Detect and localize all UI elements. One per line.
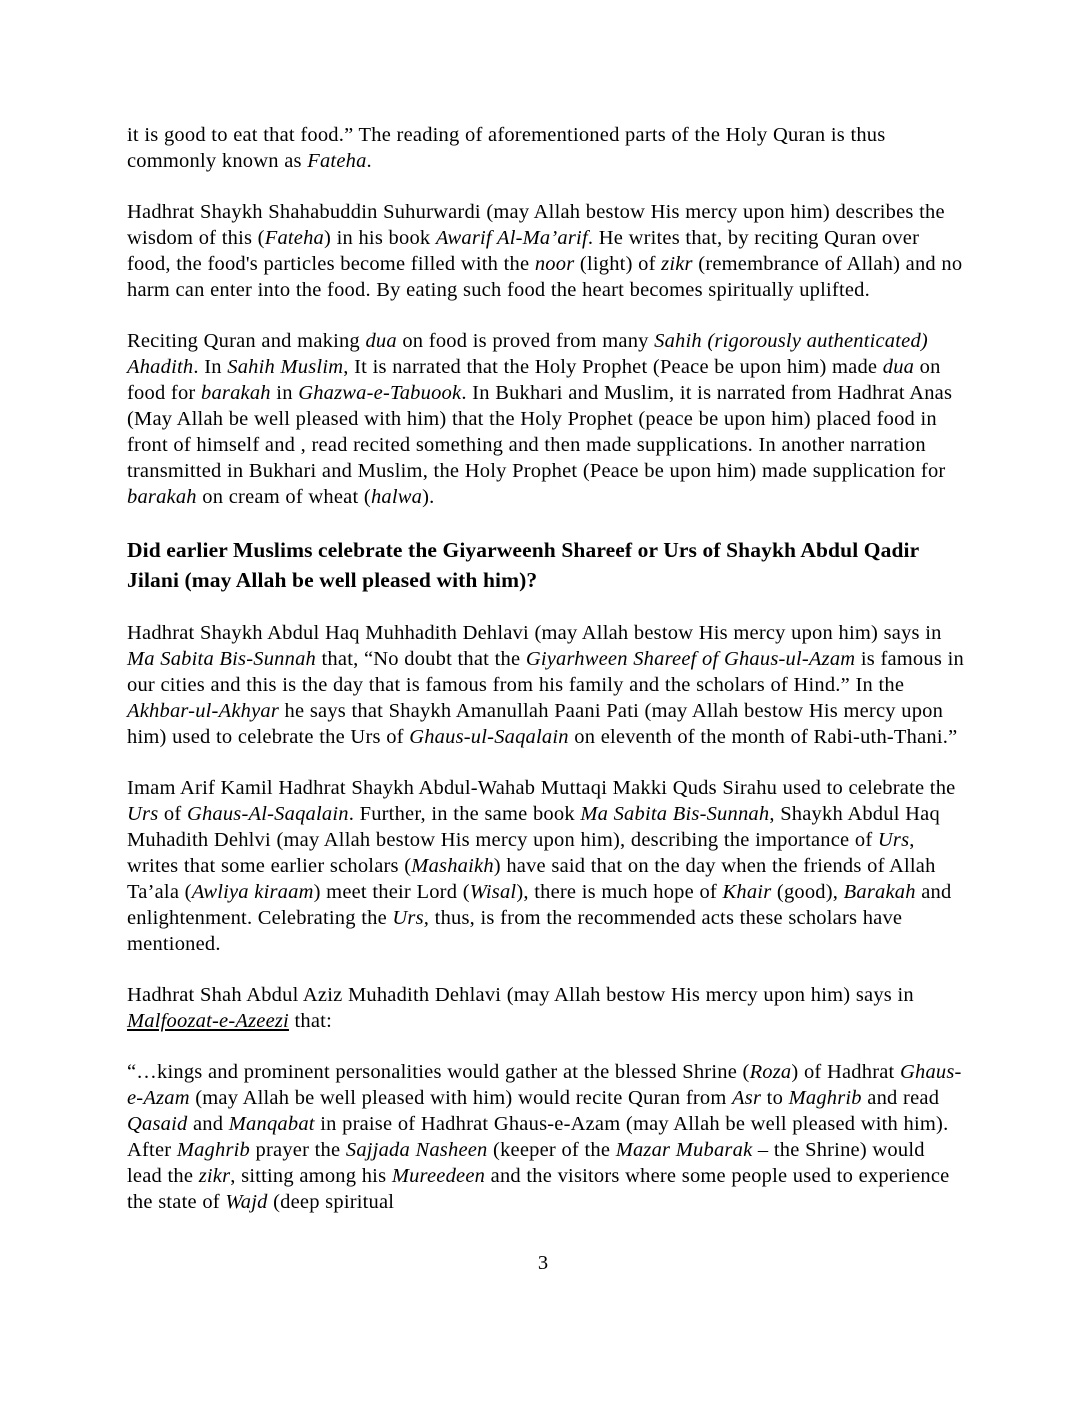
italic-term: Urs	[127, 803, 159, 825]
text-run: (light) of	[574, 253, 662, 275]
text-run: ), there is much hope of	[516, 881, 723, 903]
text-run: on eleventh of the month of Rabi-uth-Thani.”	[568, 726, 958, 748]
text-run: (keeper of the	[487, 1139, 616, 1161]
text-run: (good),	[771, 881, 844, 903]
page-number: 3	[537, 1252, 549, 1274]
text-run: of	[158, 803, 187, 825]
text-run: it is good to eat that food.” The reading of aforementioned parts of the Holy Quran is thus commonly known as	[127, 124, 886, 172]
italic-term: Ghazwa-e-Tabuook	[298, 382, 462, 404]
italic-term: noor	[534, 253, 575, 275]
text-run: thus, is from the recommended acts these scholars have mentioned.	[127, 907, 903, 955]
italic-term: zikr	[198, 1165, 231, 1187]
text-run: (remembrance of Allah) and no harm can enter into the food. By eating such food the heart becomes spiritually uplifted.	[127, 253, 963, 301]
italic-term: Mureedeen	[391, 1165, 486, 1187]
text-run: Hadhrat Shaykh Shahabuddin Suhurwardi (may Allah bestow His mercy upon him) describes the wisdom of this (	[127, 201, 945, 249]
italic-term: Mashaikh	[411, 855, 494, 877]
text-run: ) have said that on the day when the friends of Allah Ta’ala (	[127, 855, 936, 903]
italic-term: Sajjada Nasheen	[345, 1139, 488, 1161]
italic-term: Sahih (rigorously authenticated) Ahadith	[127, 330, 928, 378]
text-run: on cream of wheat (	[196, 486, 371, 508]
text-run: “…kings and prominent personalities would gather at the blessed Shrine (	[127, 1061, 750, 1083]
body-paragraph	[127, 122, 965, 174]
italic-term: barakah	[201, 382, 271, 404]
italic-term: dua	[365, 330, 397, 352]
italic-term: Ma Sabita Bis-Sunnah	[127, 648, 316, 670]
text-run: in praise of Hadhrat Ghaus-e-Azam (may Allah be well pleased with him). After	[127, 1113, 949, 1161]
italic-term: Fateha	[264, 227, 325, 249]
text-run: ).	[422, 486, 435, 508]
italic-term: Roza	[749, 1061, 792, 1083]
text-run: ) in his book	[324, 227, 436, 249]
text-run: to	[761, 1087, 789, 1109]
text-run: Reciting Quran and making	[127, 330, 366, 352]
text-run: , Shaykh Abdul Haq Muhadith Dehlvi (may Allah bestow His mercy upon him), describing the importance of	[127, 803, 940, 851]
body-paragraph	[127, 199, 965, 303]
text-run: ) of Hadhrat	[791, 1061, 900, 1083]
text-run: , It is narrated that the Holy Prophet (Peace be upon him) made	[343, 356, 883, 378]
body-paragraph	[127, 982, 965, 1034]
body-paragraph	[127, 620, 965, 750]
text-run: (may Allah be well pleased with him) would recite Quran from	[189, 1087, 733, 1109]
text-run: and enlightenment. Celebrating the	[127, 881, 952, 929]
italic-term: Khair	[722, 881, 772, 903]
text-run: in	[270, 382, 299, 404]
italic-term: Ghaus-e-Azam	[127, 1061, 962, 1109]
italic-term: barakah	[127, 486, 197, 508]
text-run: .	[366, 150, 372, 172]
italic-term: dua	[882, 356, 915, 378]
text-run: he says that Shaykh Amanullah Paani Pati (may Allah bestow His mercy upon him) used to celebrate the Urs of	[127, 700, 944, 748]
text-run: Imam Arif Kamil Hadhrat Shaykh Abdul-Wahab Muttaqi Makki Quds Sirahu used to celebrate the	[127, 777, 956, 799]
body-paragraph	[127, 1059, 965, 1215]
italic-term: Ghaus-Al-Saqalain	[186, 803, 349, 825]
text-run: . In Bukhari and Muslim, it is narrated from Hadhrat Anas (May Allah be well pleased with him) that the Holy Prophet (peace be upon him) placed food in front of himself and , read recited something and then made supplications. In another narration transmitted in Bukhari and Muslim, the Holy Prophet (Peace be upon him) made supplication for	[127, 382, 953, 482]
italic-term: Giyarhween Shareef of Ghaus-ul-Azam	[525, 648, 856, 670]
text-run: that:	[288, 1010, 332, 1032]
italic-term: Ma Sabita Bis-Sunnah	[580, 803, 770, 825]
document-body	[127, 122, 965, 1215]
italic-term: Awarif Al-Ma’arif	[435, 227, 588, 249]
italic-term: zikr	[661, 253, 693, 275]
italic-term: Akhbar-ul-Akhyar	[127, 700, 280, 722]
text-run: on food is proved from many	[396, 330, 655, 352]
text-run: on food for	[127, 356, 941, 404]
italic-term: Qasaid	[127, 1113, 188, 1135]
italic-term: Fateha	[307, 150, 367, 172]
italic-term: Sahih Muslim	[227, 356, 344, 378]
text-run: and read	[861, 1087, 940, 1109]
italic-term: Urs	[877, 829, 910, 851]
text-run: that, “No doubt that the	[316, 648, 526, 670]
body-paragraph	[127, 328, 965, 510]
italic-term: Maghrib	[788, 1087, 862, 1109]
italic-term: Urs,	[392, 907, 430, 929]
italic-term: Maghrib	[176, 1139, 250, 1161]
text-run: ) meet their Lord (	[313, 881, 470, 903]
text-run: Did earlier Muslims celebrate the Giyarweenh Shareef or Urs of Shaykh Abdul Qadir Jilani (may Allah be well pleased with him)?	[127, 538, 919, 592]
text-run: . In	[193, 356, 228, 378]
text-run: – the Shrine) would lead the	[127, 1139, 925, 1187]
text-run: . Further, in the same book	[348, 803, 581, 825]
italic-term: Mazar Mubarak	[615, 1139, 753, 1161]
text-run: prayer the	[250, 1139, 346, 1161]
italic-term: Manqabat	[228, 1113, 315, 1135]
section-heading	[127, 535, 965, 595]
text-run: (deep spiritual	[267, 1191, 395, 1213]
italic-term: Barakah	[843, 881, 916, 903]
text-run: Hadhrat Shaykh Abdul Haq Muhhadith Dehlavi (may Allah bestow His mercy upon him) says in	[127, 622, 942, 644]
italic-term: Asr	[732, 1087, 762, 1109]
text-run: , sitting among his	[230, 1165, 392, 1187]
text-run: and	[187, 1113, 229, 1135]
italic-term: Wajd	[225, 1191, 268, 1213]
text-run: , writes that some earlier scholars (	[127, 829, 915, 877]
italic-term: Awliya kiraam	[191, 881, 314, 903]
text-run: is famous in our cities and this is the day that is famous from his family and the scholars of Hind.” In the	[127, 648, 964, 696]
body-paragraph	[127, 775, 965, 957]
italic-term: Ghaus-ul-Saqalain	[409, 726, 569, 748]
text-run: and the visitors where some people used to experience the state of	[127, 1165, 950, 1213]
italic-underlined-title: Malfoozat-e-Azeezi	[127, 1010, 289, 1032]
text-run: Hadhrat Shah Abdul Aziz Muhadith Dehlavi (may Allah bestow His mercy upon him) says in	[127, 984, 914, 1006]
italic-term: halwa	[370, 486, 423, 508]
italic-term: Wisal	[469, 881, 517, 903]
text-run: . He writes that, by reciting Quran over food, the food's particles become filled with the	[127, 227, 920, 275]
